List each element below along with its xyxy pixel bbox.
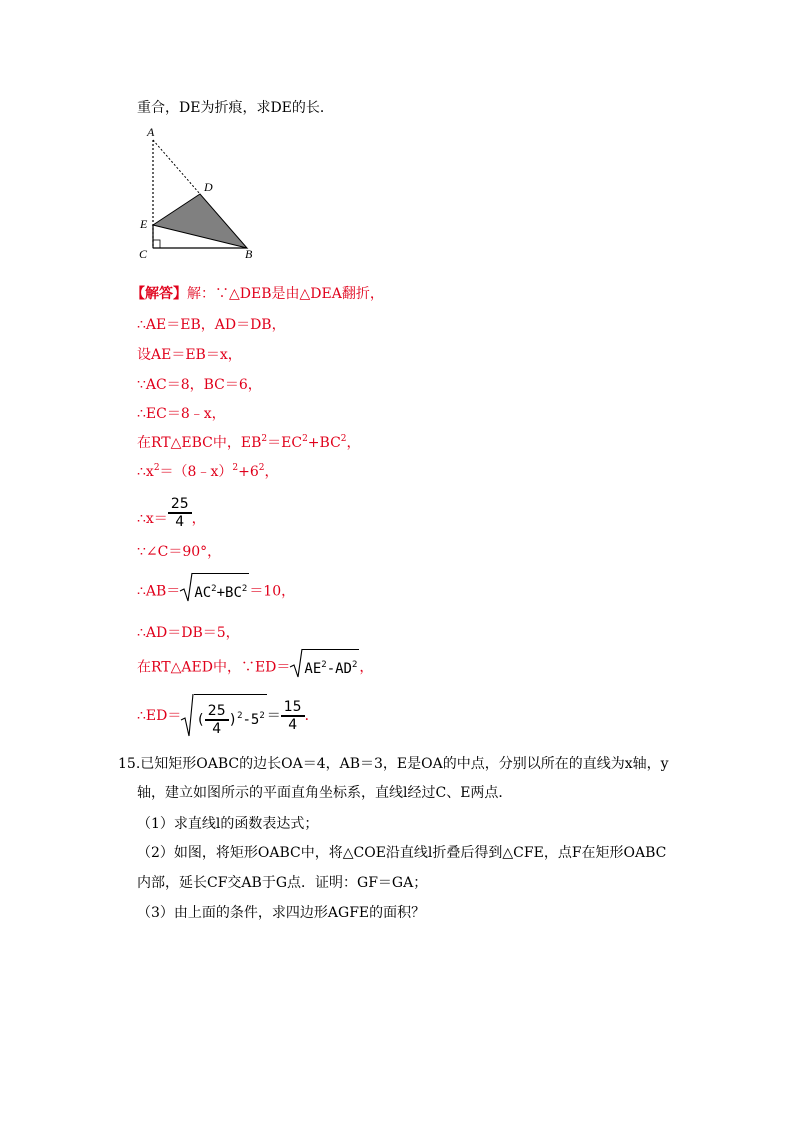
solution-line-8: ∴x＝ $\frac{25}{4}$ ，	[137, 496, 206, 530]
problem-15-question-1: （1）求直线l的函数表达式；	[137, 816, 319, 832]
problem-15-question-2-line-2: 内部，延长CF交AB于G点．证明：GF＝GA；	[137, 875, 428, 891]
fraction-25-over-4-in-root: $\frac{25}{4}$	[205, 703, 229, 736]
problem-15-line-1: 15.已知矩形OABC的边长OA＝4，AB＝3，E是OA的中点，分别以所在的直线为x轴，y	[118, 756, 669, 772]
label-c: C	[139, 247, 148, 261]
problem-15-question-3: （3）由上面的条件，求四边形AGFE的面积？	[137, 905, 426, 921]
segment-ad	[153, 140, 200, 194]
shaded-triangle-deb	[153, 194, 247, 248]
label-d: D	[204, 180, 213, 194]
solution-line-10: ∴AB＝ $AC^2+BC^2 =10$，	[137, 573, 295, 610]
sqrt-ae-ad: $AE^2-AD^2$	[290, 649, 359, 686]
solution-line-9: ∵∠C＝90°，	[137, 544, 222, 560]
label-e: E	[140, 217, 148, 231]
solution-line-13: ∴ED＝ ( $\frac{25}{4}$ )$^2-5^2$ ＝ $\frac{15}{4}$ ．	[137, 694, 319, 738]
solution-line-5: ∴EC＝8﹣x，	[137, 406, 226, 422]
label-b: B	[245, 247, 253, 261]
problem-15-line-2: 轴，建立如图所示的平面直角坐标系，直线l经过C、E两点．	[137, 785, 513, 801]
fraction-25-over-4: $\frac{25}{4}$	[168, 496, 192, 529]
solution-line-11: ∴AD＝DB＝5，	[137, 625, 240, 641]
solution-line-7: $\therefore x^2=(8﹣x)^2+6^2$，	[137, 463, 279, 480]
sqrt-fraction-expression: ( $\frac{25}{4}$ )$^2-5^2$	[181, 694, 266, 738]
triangle-fold-figure	[135, 122, 275, 262]
intro-line: 重合，DE为折痕，求DE的长．	[137, 100, 334, 116]
solution-line-1: 【解答】解：∵△DEB是由△DEA翻折，	[131, 286, 384, 302]
solution-line-2: ∴AE＝EB，AD＝DB，	[137, 317, 286, 333]
solution-line-6: 在RT△EBC中，$EB^2=EC^2+BC^2$，	[137, 434, 361, 451]
solution-tag: 【解答】	[131, 286, 187, 302]
label-a: A	[147, 125, 155, 139]
solution-line-12: 在RT△AED中，∵ED＝ $AE^2-AD^2$ ，	[137, 649, 373, 686]
solution-line-3: 设AE＝EB＝x，	[137, 347, 242, 363]
sqrt-ac-bc: $AC^2+BC^2$	[180, 573, 249, 610]
problem-15-question-2-line-1: （2）如图，将矩形OABC中，将△COE沿直线l折叠后得到△CFE，点F在矩形OABC	[137, 845, 667, 861]
right-angle-mark	[153, 240, 160, 248]
solution-line-4: ∵AC＝8，BC＝6，	[137, 377, 262, 393]
fraction-15-over-4: $\frac{15}{4}$	[281, 699, 305, 732]
